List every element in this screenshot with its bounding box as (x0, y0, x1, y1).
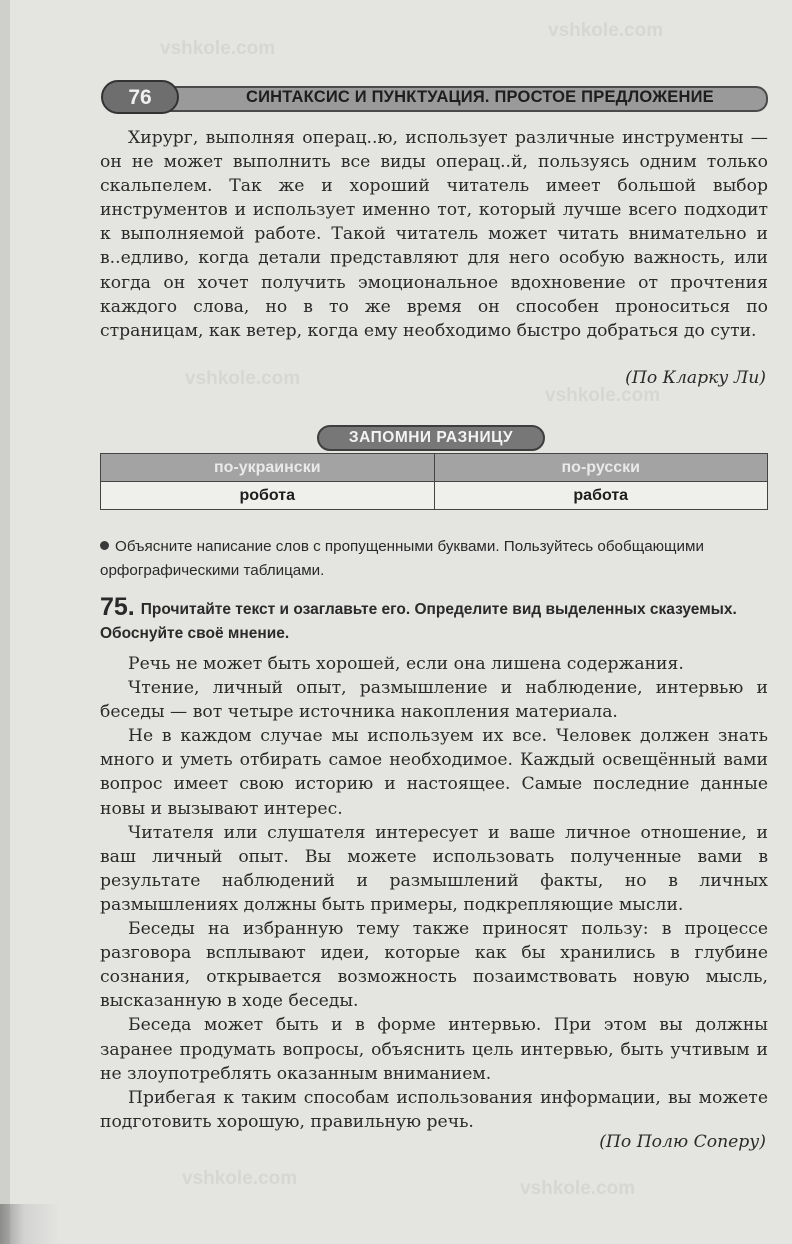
paragraph: Прибегая к таким способам использования информации, вы можете подготовить хорошую, правильную речь. (100, 1087, 768, 1132)
header-russian: по-русски (434, 454, 768, 482)
header-ukrainian: по-украински (101, 454, 435, 482)
paragraph: Речь не может быть хорошей, если она лишена содержания. (128, 654, 684, 674)
passage-2-source: (По Полю Соперу) (599, 1132, 766, 1152)
note-text: Объясните написание слов с пропущенными буквами. Пользуйтесь обобщающими орфографическими таблицами. (100, 538, 704, 579)
page-edge (0, 0, 10, 1244)
task-text: Прочитайте текст и озаглавьте его. Определите вид выделенных сказуемых. Обоснуйте своё мнение. (100, 601, 737, 642)
task-number: 75. (100, 593, 135, 621)
passage-1 (100, 126, 768, 343)
watermark: vshkole.com (545, 385, 661, 406)
watermark: vshkole.com (185, 368, 301, 389)
paragraph: Беседы на избранную тему также приносят пользу: в процессе разговора всплывают идеи, которые как бы хранились в глубине сознания, открывается возможность позаимствовать новую мысль, высказанную в ходе беседы. (100, 919, 768, 1012)
paragraph: Не в каждом случае мы используем их все. Человек должен знать много и уметь отбирать самое необходимое. Каждый освещённый вами вопрос имеет свою историю и настоящее. Самые последние данные новы и вызывают интерес. (100, 726, 768, 819)
passage-1-source: (По Кларку Ли) (625, 368, 766, 388)
page-corner-shadow (0, 1204, 60, 1244)
page-header (101, 80, 768, 114)
passage-2 (100, 652, 768, 1134)
page-number: 76 (101, 80, 179, 114)
paragraph: Читателя или слушателя интересует и ваше личное отношение, и ваш личный опыт. Вы можете использовать полученные вами в результате наблюдений и размышлений факты, но в личных размышлениях должны быть примеры, подкрепляющие мысли. (100, 822, 768, 915)
paragraph: Беседа может быть и в форме интервью. При этом вы должны заранее продумать вопросы, объяснить цель интервью, быть учтивым и не злоупотреблять оказанным вниманием. (100, 1015, 768, 1084)
watermark: vshkole.com (520, 1178, 636, 1199)
task-75 (100, 595, 768, 646)
chapter-title: СИНТАКСИС И ПУНКТУАЦИЯ. ПРОСТОЕ ПРЕДЛОЖЕНИЕ (246, 88, 714, 106)
table-row (101, 482, 768, 510)
paragraph: Чтение, личный опыт, размышление и наблюдение, интервью и беседы — вот четыре источника накопления материала. (100, 678, 768, 723)
remember-badge: ЗАПОМНИ РАЗНИЦУ (317, 425, 545, 451)
watermark: vshkole.com (182, 1168, 298, 1189)
watermark: vshkole.com (548, 20, 664, 41)
comparison-table (100, 453, 768, 510)
exercise-note (100, 535, 768, 583)
passage-1-text: Хирург, выполняя операц..ю, использует различные инструменты — он не может выполнить все виды операц..й, пользуясь одним только скальпелем. Так же и хороший читатель имеет большой выбор инструментов и использует именно тот, который лучше всего подходит к выполняемой работе. Такой читатель может читать внимательно и в..едливо, когда детали представляют для него особую важность, или когда он хочет получить эмоциональное вдохновение от прочтения каждого слова, но в то же время он способен проноситься по страницам, как ветер, когда ему необходимо быстро добраться до сути. (100, 128, 768, 341)
watermark: vshkole.com (160, 38, 276, 59)
word-ukrainian: робота (101, 482, 435, 510)
table-header-row (101, 454, 768, 482)
word-russian: работа (434, 482, 768, 510)
bullet-icon (100, 541, 109, 550)
